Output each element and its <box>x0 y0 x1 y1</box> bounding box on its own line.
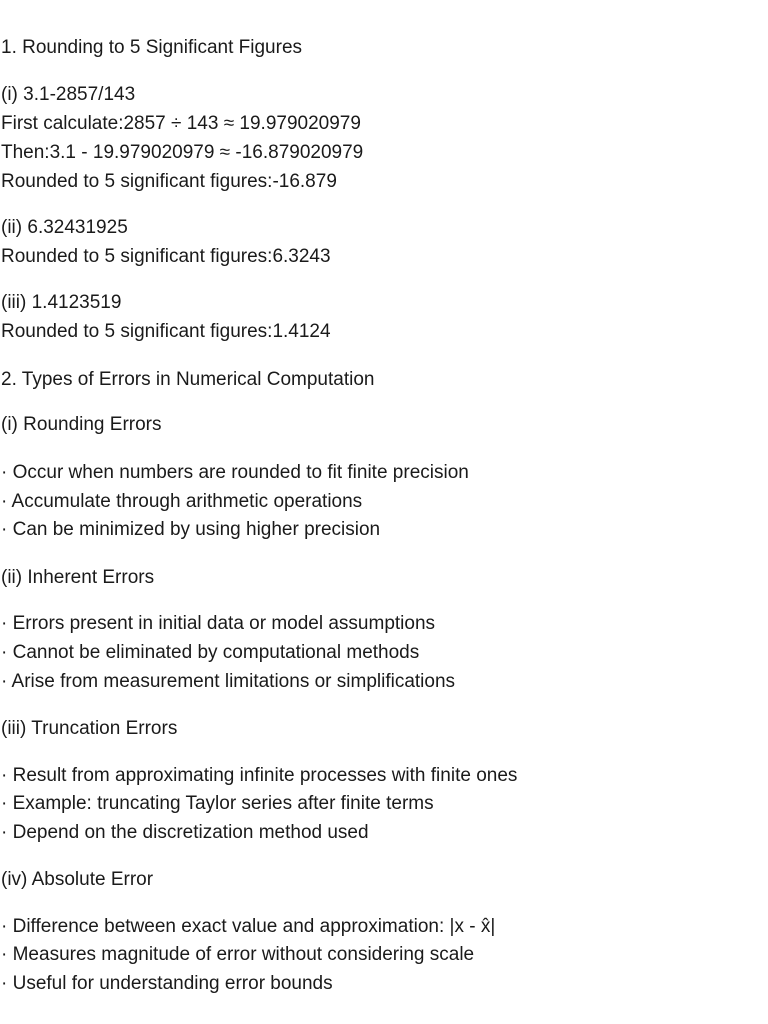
truncation-bullet: · Depend on the discretization method used <box>1 822 369 843</box>
section2-heading: 2. Types of Errors in Numerical Computation <box>1 369 375 390</box>
inherent-bullet: · Cannot be eliminated by computational methods <box>1 642 420 663</box>
truncation-bullet: · Result from approximating infinite processes with finite ones <box>1 765 518 786</box>
part-i-step2: Then:3.1 - 19.979020979 ≈ -16.879020979 <box>1 142 364 163</box>
rounding-bullet: · Can be minimized by using higher precision <box>1 519 381 540</box>
section1-heading: 1. Rounding to 5 Significant Figures <box>1 37 303 58</box>
inherent-errors-label: (ii) Inherent Errors <box>1 567 155 588</box>
part-ii-result: Rounded to 5 significant figures:6.3243 <box>1 246 331 267</box>
part-i-step1: First calculate:2857 ÷ 143 ≈ 19.979020979 <box>1 113 361 134</box>
absolute-bullet: · Difference between exact value and approximation: |x - x̂| <box>1 916 496 937</box>
rounding-bullet: · Accumulate through arithmetic operations <box>1 491 363 512</box>
truncation-bullet: · Example: truncating Taylor series after finite terms <box>1 793 434 814</box>
part-i-label: (i) 3.1-2857/143 <box>1 84 136 105</box>
part-i-result: Rounded to 5 significant figures:-16.879 <box>1 171 337 192</box>
inherent-bullet: · Errors present in initial data or model assumptions <box>1 613 436 634</box>
part-iii-result: Rounded to 5 significant figures:1.4124 <box>1 321 331 342</box>
inherent-bullet: · Arise from measurement limitations or simplifications <box>1 671 456 692</box>
absolute-bullet: · Useful for understanding error bounds <box>1 973 333 994</box>
absolute-error-label: (iv) Absolute Error <box>1 869 154 890</box>
part-ii-label: (ii) 6.32431925 <box>1 217 128 238</box>
rounding-bullet: · Occur when numbers are rounded to fit finite precision <box>1 462 469 483</box>
absolute-bullet: · Measures magnitude of error without considering scale <box>1 944 475 965</box>
rounding-errors-label: (i) Rounding Errors <box>1 414 162 435</box>
part-iii-label: (iii) 1.4123519 <box>1 292 122 313</box>
truncation-errors-label: (iii) Truncation Errors <box>1 718 178 739</box>
